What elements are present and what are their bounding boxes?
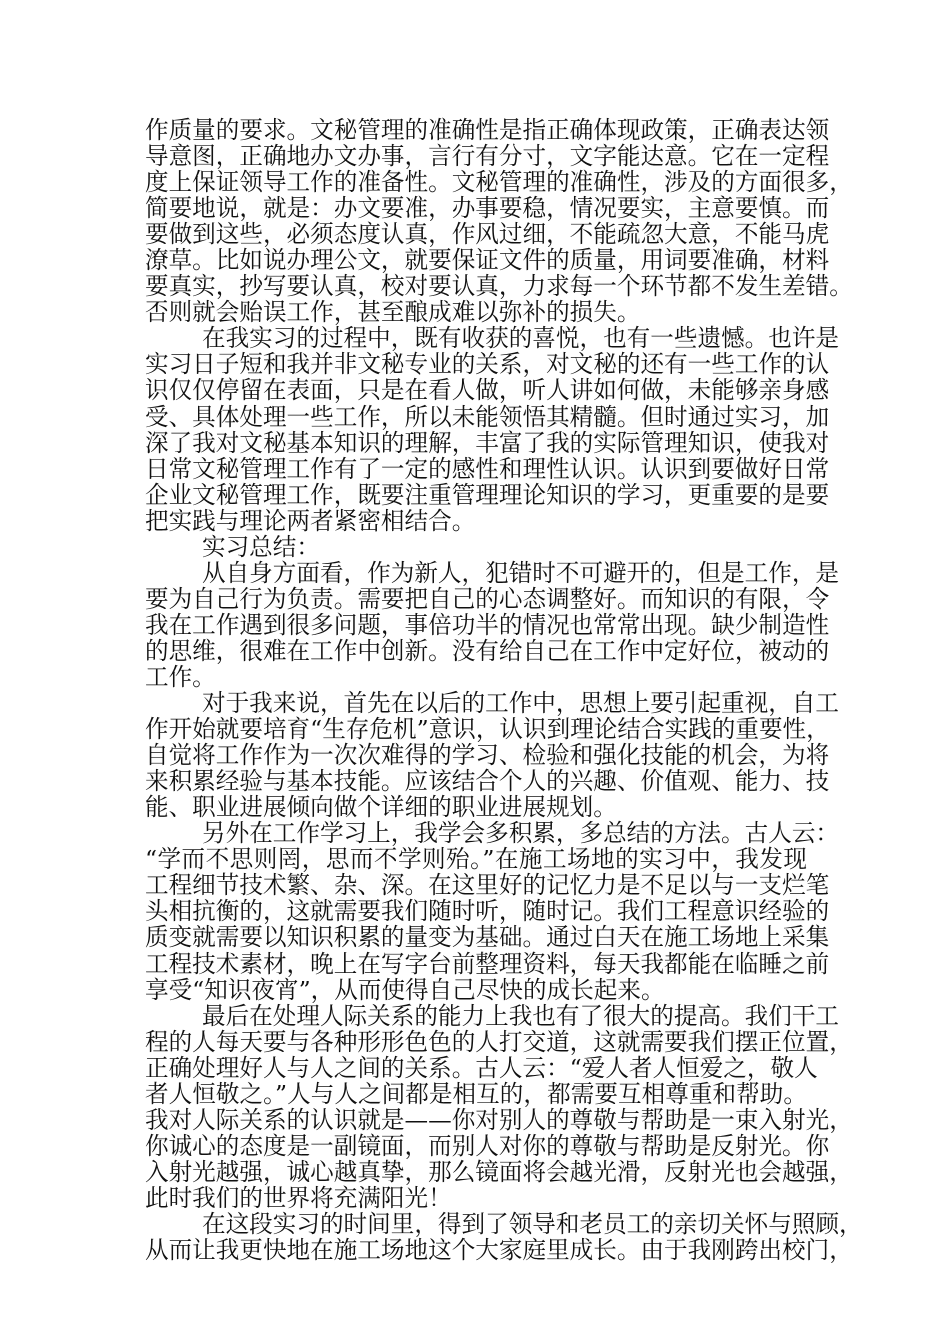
text-line: 从而让我更快地在施工场地这个大家庭里成长。由于我刚跨出校门，	[145, 1236, 853, 1265]
paragraph	[145, 324, 840, 535]
text-line: 工程细节技术繁、杂、深。在这里好的记忆力是不足以与一支烂笔	[145, 871, 830, 900]
text-line: 度上保证领导工作的准备性。文秘管理的准确性，涉及的方面很多，	[145, 168, 853, 197]
text-line: 工作。	[145, 662, 216, 691]
text-line: 要为自己行为负责。需要把自己的心态调整好。而知识的有限，令	[145, 584, 830, 613]
text-line: 简要地说，就是：办文要准，办事要稳，情况要实，主意要慎。而	[145, 194, 830, 223]
text-line: 入射光越强，诚心越真挚，那么镜面将会越光滑，反射光也会越强，	[145, 1157, 853, 1186]
text-line: 我在工作遇到很多问题，事倍功半的情况也常常出现。缺少制造性	[145, 610, 830, 639]
text-line: 能、职业进展倾向做个详细的职业进展规划。	[145, 793, 617, 822]
text-line: 头相抗衡的，这就需要我们随时听，随时记。我们工程意识经验的	[145, 897, 830, 926]
text-line: 来积累经验与基本技能。应该结合个人的兴趣、价值观、能力、技	[145, 767, 830, 796]
paragraph	[145, 558, 840, 691]
text-line: 日常文秘管理工作有了一定的感性和理性认识。认识到要做好日常	[145, 454, 830, 483]
text-line: 最后在处理人际关系的能力上我也有了很大的提高。我们干工	[202, 1001, 840, 1030]
text-line: 作质量的要求。文秘管理的准确性是指正确体现政策，正确表达领	[145, 116, 830, 144]
text-line: 否则就会贻误工作，甚至酿成难以弥补的损失。	[145, 298, 641, 327]
text-line: 实习总结：	[202, 532, 320, 561]
text-line: 质变就需要以知识积累的量变为基础。通过白天在施工场地上采集	[145, 923, 830, 952]
text-line: 另外在工作学习上，我学会多积累，多总结的方法。古人云：	[202, 819, 840, 848]
paragraph	[145, 689, 840, 822]
text-line: 实习日子短和我并非文秘专业的关系，对文秘的还有一些工作的认	[145, 350, 830, 379]
text-line: 你诚心的态度是一副镜面，而别人对你的尊敬与帮助是反射光。你	[145, 1131, 830, 1160]
paragraph	[145, 534, 807, 560]
text-line: 识仅仅停留在表面，只是在看人做，听人讲如何做，未能够亲身感	[145, 376, 830, 405]
text-line: 深了我对文秘基本知识的理解，丰富了我的实际管理知识，使我对	[145, 428, 830, 457]
document-page	[145, 116, 863, 1265]
paragraph	[145, 1001, 853, 1212]
paragraph	[145, 1209, 863, 1265]
text-line: 导意图，正确地办文办事，言行有分寸，文字能达意。它在一定程	[145, 142, 830, 171]
text-line: 工程技术素材，晚上在写字台前整理资料，每天我都能在临睡之前	[145, 949, 830, 978]
text-line: 自觉将工作作为一次次难得的学习、检验和强化技能的机会，为将	[145, 741, 830, 770]
text-line: 企业文秘管理工作，既要注重管理理论知识的学习，更重要的是要	[145, 480, 830, 509]
text-line: 的思维，很难在工作中创新。没有给自己在工作中定好位，被动的	[145, 636, 830, 665]
paragraph	[145, 819, 840, 1004]
text-line: “学而不思则罔，思而不学则殆。”在施工场地的实习中，我发现	[145, 845, 807, 874]
paragraph	[145, 116, 853, 327]
text-line: 把实践与理论两者紧密相结合。	[145, 506, 476, 535]
text-line: 者人恒敬之。”人与人之间都是相互的，都需要互相尊重和帮助。	[145, 1079, 807, 1108]
text-line: 在这段实习的时间里，得到了领导和老员工的亲切关怀与照顾，	[202, 1209, 863, 1238]
text-line: 要真实，抄写要认真，校对要认真，力求每一个环节都不发生差错。	[145, 272, 853, 301]
text-line: 潦草。比如说办理公文，就要保证文件的质量，用词要准确，材料	[145, 246, 830, 275]
text-line: 正确处理好人与人之间的关系。古人云：“爱人者人恒爱之，敬人	[145, 1053, 818, 1082]
text-line: 程的人每天要与各种形形色色的人打交道，这就需要我们摆正位置，	[145, 1027, 853, 1056]
text-line: 对于我来说，首先在以后的工作中，思想上要引起重视，自工	[202, 689, 840, 718]
text-line: 作开始就要培育“生存危机”意识，认识到理论结合实践的重要性，	[145, 715, 830, 744]
text-line: 要做到这些，必须态度认真，作风过细，不能疏忽大意，不能马虎	[145, 220, 830, 249]
text-line: 受、具体处理一些工作，所以未能领悟其精髓。但时通过实习，加	[145, 402, 830, 431]
text-line: 我对人际关系的认识就是——你对别人的尊敬与帮助是一束入射光，	[145, 1105, 853, 1134]
text-line: 从自身方面看，作为新人，犯错时不可避开的，但是工作，是	[202, 558, 840, 587]
text-line: 在我实习的过程中，既有收获的喜悦，也有一些遗憾。也许是	[202, 324, 840, 353]
text-line: 享受“知识夜宵”，从而使得自己尽快的成长起来。	[145, 975, 665, 1004]
text-line: 此时我们的世界将充满阳光！	[145, 1183, 452, 1212]
